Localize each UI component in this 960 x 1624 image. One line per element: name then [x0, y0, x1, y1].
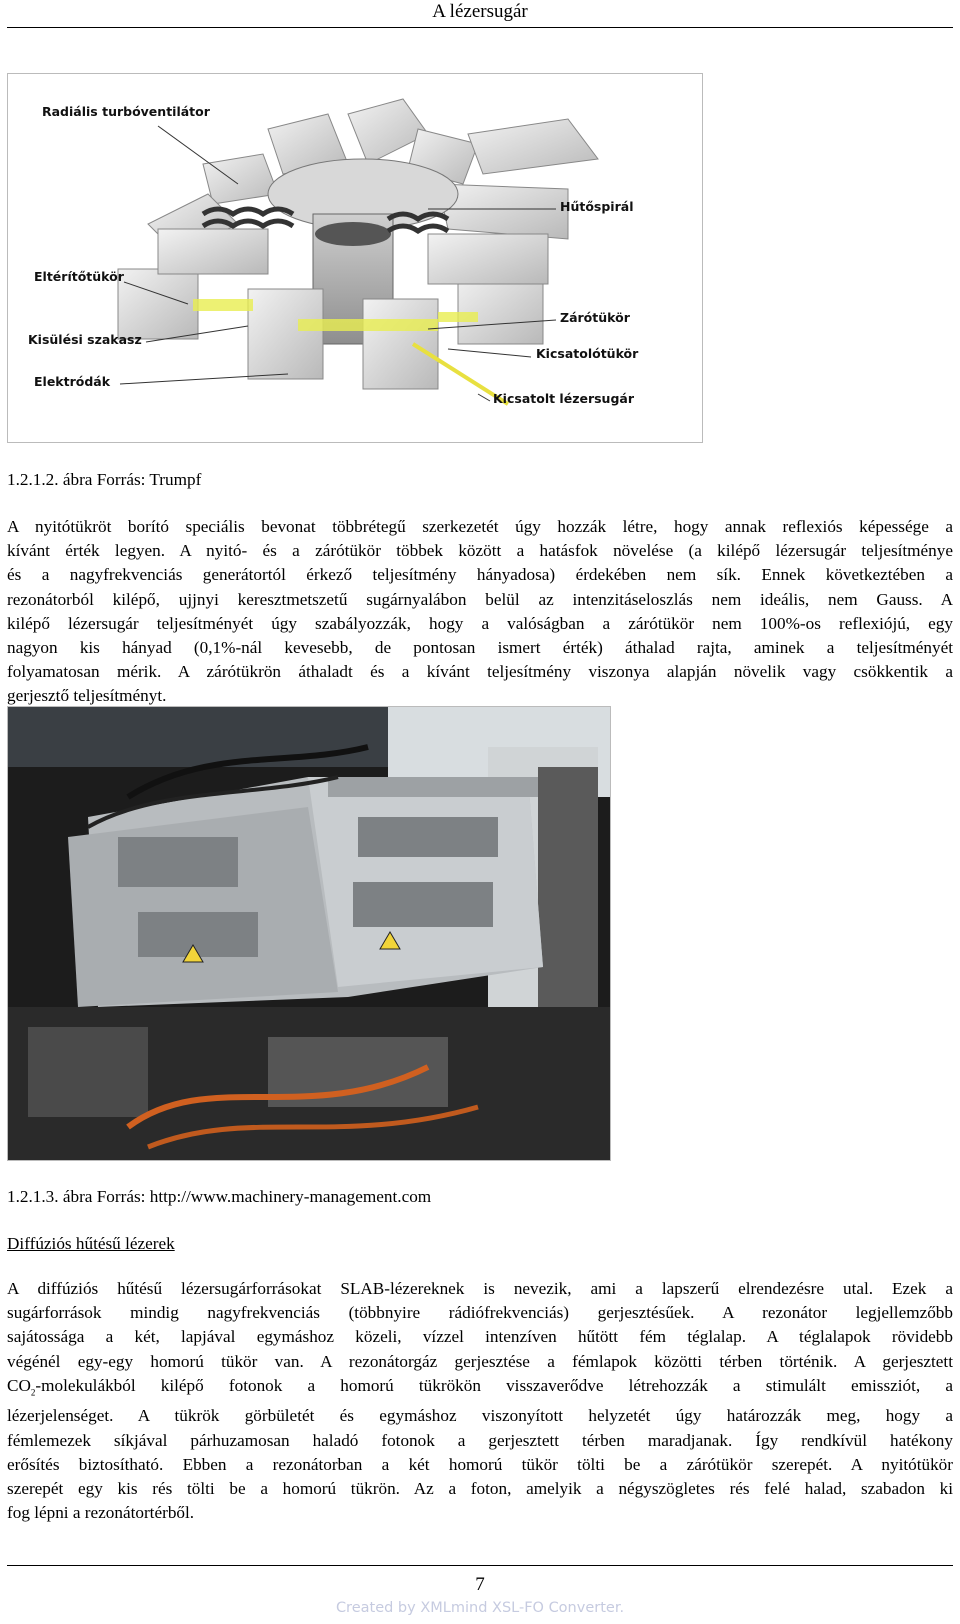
footer-divider: [7, 1565, 953, 1566]
figure2-caption: 1.2.1.3. ábra Forrás: http://www.machinery-management.com: [7, 1187, 432, 1206]
text-line: A diffúziós hűtésű lézersugárforrásokat SLAB-lézereknek is nevezik, ami a lapszerű elrendezésre utal. Ezek a: [7, 1279, 953, 1298]
figure1-caption: 1.2.1.2. ábra Forrás: Trumpf: [7, 470, 202, 489]
label-deflecting-mirror: Eltérítőtükör: [34, 269, 124, 284]
text-line: végénél egy-egy homorú tükör van. A rezonátorgáz gerjesztése a fémlapok közötti térben történik. A gerjesztett: [7, 1351, 953, 1371]
page-header: [7, 0, 953, 28]
generator-tool-name: XMLmind XSL-FO Converter: [420, 1600, 620, 1616]
text-line: sajátossága a két, lapjával egymáshoz közeli, vízzel intenzíven hűtött fém téglalap. A téglalapok rövidebb: [7, 1327, 953, 1347]
label-output-beam: Kicsatolt lézersugár: [493, 391, 634, 406]
label-cooling-spiral: Hűtőspirál: [560, 199, 634, 214]
text-line: A nyitótükröt borító speciális bevonat többrétegű szerkezetét úgy hozzák létre, hogy annak reflexiós képessége a: [7, 517, 953, 536]
machine-photo: [7, 706, 611, 1161]
text-line: nagyon kis hányad (0,1%-nál kevesebb, de pontosan ismert érték) áthalad rajta, aminek a teljesítményét: [7, 638, 953, 658]
text-line: szerepét egy kis rés tölti be a homorú tükrön. Az a foton, amelyik a négyszögletes rés felé halad, szabadon ki: [7, 1479, 953, 1499]
section-heading: Diffúziós hűtésű lézerek: [7, 1234, 175, 1253]
text-line: kilépő lézersugár teljesítményét úgy szabályozzák, hogy a valóságban a zárótükör nem 100%-os reflexiójú, egy: [7, 613, 953, 633]
text-line: és a nagyfrekvenciás generátortól érkező teljesítmény hányadosa) érdekében nem sík. Ennek következtében a: [7, 565, 953, 585]
text-line: rezonátorból kilépő, ujjnyi keresztmetszetű sugárnyalábon belül az intenzitáseloszlás nem ideális, nem Gauss. A: [7, 589, 953, 609]
header-title: A lézersugár: [432, 1, 528, 22]
text-line: fog lépni a rezonátortérből.: [7, 1503, 195, 1523]
text-line: gerjesztő teljesítményt.: [7, 686, 167, 706]
text-line: erősítés biztosítható. Ebben a rezonátorban a két homorú tükör tölti be a zárótükör szerepét. A nyitótükör: [7, 1454, 953, 1474]
text-line-co2: $CO_2$-molekulákból kilépő fotonok a homorú tükrökön visszaverődve létrehozzák a stimulált emissziót, a: [7, 1375, 953, 1398]
page-number: 7: [475, 1574, 485, 1595]
generator-credit: Created by XMLmind XSL-FO Converter.: [335, 1600, 625, 1616]
label-turbo-fan: Radiális turbóventilátor: [42, 104, 210, 119]
label-electrodes: Elektródák: [34, 374, 111, 389]
label-output-coupler: Kicsatolótükör: [536, 346, 639, 361]
text-line: sugárforrások mindig nagyfrekvenciás (többnyire rádiófrekvenciás) gerjesztésűek. A rezonátor legjellemzőbb: [7, 1303, 953, 1323]
resonator-figure: [7, 73, 703, 443]
paragraph-slab-lasers: [7, 1277, 953, 1525]
label-discharge-section: Kisülési szakasz: [28, 332, 142, 347]
text-line: kívánt érték legyen. A nyitó- és a zárótükör többek között a hatásfok növelése (a kilépő lézersugár teljesítménye: [7, 541, 953, 561]
laser-source-photo: [8, 707, 610, 1160]
label-closing-mirror: Zárótükör: [560, 310, 630, 325]
resonator-illustration: [8, 74, 702, 442]
co2-formula: $CO_2$: [7, 1375, 36, 1398]
text-line: fémlemezek síkjával párhuzamosan haladó fotonok a gerjesztett térben maradjanak. Így rendkívül hatékony: [7, 1430, 953, 1450]
paragraph-mirror-coating: [7, 515, 953, 709]
text-line: folyamatosan mérik. A zárótükrön áthaladt és a kívánt teljesítmény viszonya alapján növelik vagy csökkentik a: [7, 662, 953, 682]
text-line: lézerjelenséget. A tükrök görbületét és egymáshoz viszonyított helyzetét úgy határozzák meg, hogy a: [7, 1406, 953, 1426]
